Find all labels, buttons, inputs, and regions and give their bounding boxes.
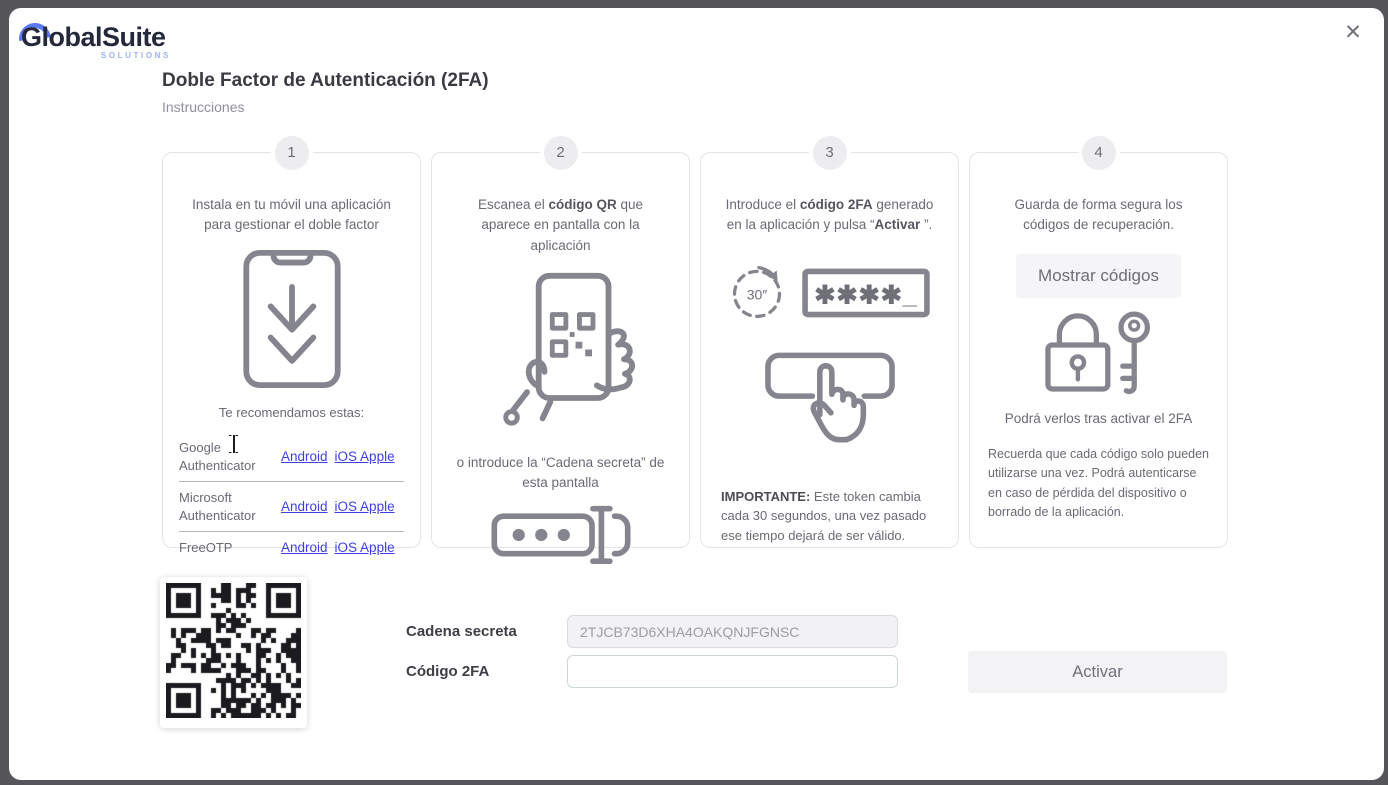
logo-tagline: SOLUTIONS [100, 51, 171, 60]
step-number-badge: 2 [540, 132, 582, 174]
app-name: Google Authenticator [179, 440, 256, 473]
svg-text:✱✱✱✱_: ✱✱✱✱_ [813, 280, 918, 309]
step4-note: Podrá verlos tras activar el 2FA [1004, 410, 1193, 426]
page-subtitle: Instrucciones [162, 99, 245, 115]
step3-important: IMPORTANTE: Este token cambia cada 30 segundos, una vez pasado ese tiempo dejará de ser válido. [721, 488, 927, 543]
step3-text: Introduce el código 2FA generado en la aplicación y pulsa “Activar ”. [725, 197, 934, 233]
activate-button[interactable]: Activar [968, 651, 1227, 693]
google-authenticator-ios-link[interactable]: iOS Apple [334, 449, 395, 465]
2fa-setup-modal [9, 8, 1384, 780]
step-number-badge: 3 [809, 132, 851, 174]
step1-recommend: Te recomendamos estas: [218, 404, 365, 420]
step-card-2 [431, 144, 690, 548]
secret-input-icon [486, 503, 636, 565]
show-codes-button[interactable]: Mostrar códigos [1016, 254, 1181, 298]
list-item [179, 482, 404, 532]
page-header [162, 70, 489, 115]
2fa-code-input[interactable] [567, 655, 898, 688]
timer-30s-icon [727, 262, 787, 322]
list-item [179, 532, 404, 564]
microsoft-authenticator-android-link[interactable]: Android [281, 499, 328, 515]
secret-string-input[interactable] [567, 615, 898, 648]
globalsuite-logo [21, 22, 181, 60]
step2-text-alt: o introduce la “Cadena secreta” de esta pantalla [456, 454, 665, 490]
list-item [179, 432, 404, 482]
microsoft-authenticator-ios-link[interactable]: iOS Apple [334, 499, 395, 515]
qr-code-card [160, 577, 307, 728]
logo-wordmark: GlobalSuite [21, 22, 166, 52]
app-name: FreeOTP [179, 540, 233, 556]
step-card-4 [969, 144, 1228, 548]
step-number-badge: 1 [271, 132, 313, 174]
page-title: Doble Factor de Autenticación (2FA) [162, 70, 489, 91]
2fa-code-label: Código 2FA [406, 663, 490, 680]
close-button[interactable] [1338, 18, 1368, 48]
lock-and-key-icon [1025, 308, 1173, 396]
freeotp-android-link[interactable]: Android [281, 540, 328, 556]
code-mask-icon [799, 262, 933, 322]
step2-text: Escanea el código QR que aparece en pantalla con la aplicación [477, 197, 644, 253]
phone-download-icon [240, 248, 344, 390]
close-icon: ✕ [1344, 21, 1362, 44]
qr-code [166, 583, 301, 718]
step4-text: Guarda de forma segura los códigos de recuperación. [1014, 197, 1183, 233]
secret-string-label: Cadena secreta [406, 623, 517, 640]
instruction-cards [162, 144, 1228, 556]
token-icons-row [717, 262, 942, 322]
step-number-badge: 4 [1078, 132, 1120, 174]
svg-text:30″: 30″ [746, 286, 767, 302]
freeotp-ios-link[interactable]: iOS Apple [334, 540, 395, 556]
google-authenticator-android-link[interactable]: Android [281, 449, 328, 465]
app-list [179, 432, 404, 564]
hand-holding-phone-qr-icon [486, 270, 636, 430]
app-name: Microsoft Authenticator [179, 490, 256, 523]
step4-details: Recuerda que cada código solo pueden utilizarse una vez. Podrá autenticarse en caso de pérdida del dispositivo o borrado de la aplicación. [988, 446, 1210, 519]
step-card-3 [700, 144, 959, 548]
press-button-hand-icon [756, 348, 904, 448]
step1-text: Instala en tu móvil una aplicación para gestionar el doble factor [192, 197, 391, 233]
step-card-1 [162, 144, 421, 556]
